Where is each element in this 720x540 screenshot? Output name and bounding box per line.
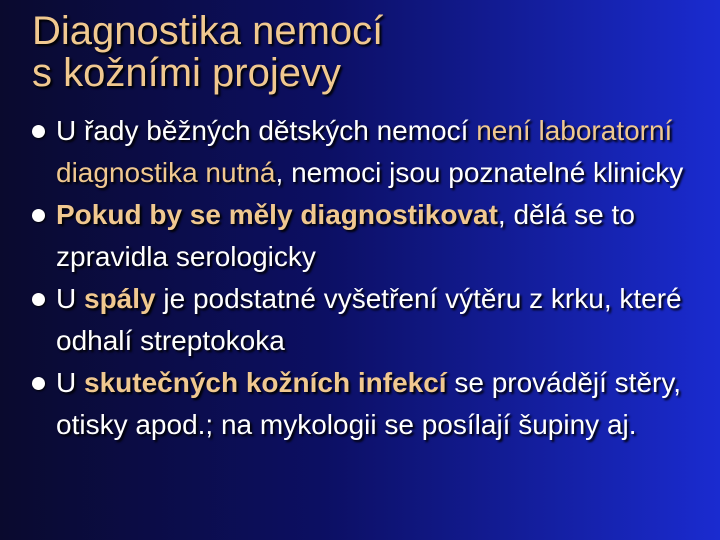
bullet-1-text: U řady běžných dětských nemocí: [56, 115, 477, 146]
bullet-item-1: [32, 110, 692, 194]
bullet-4-text: U: [56, 367, 84, 398]
bullet-dot-icon: [32, 125, 45, 138]
bullet-item-4: [32, 362, 692, 446]
bullet-4-highlight: skutečných kožních infekcí: [84, 367, 447, 398]
bullet-1-tail: , nemoci jsou poznatelné klinicky: [275, 157, 684, 188]
bullet-3-highlight: spály: [84, 283, 156, 314]
bullet-list: [32, 110, 692, 446]
bullet-dot-icon: [32, 377, 45, 390]
bullet-3-tail: je podstatné vyšetření výtěru z krku, které odhalí streptokoka: [56, 283, 682, 356]
bullet-dot-icon: [32, 209, 45, 222]
bullet-2-tail: , dělá se to zpravidla serologicky: [56, 199, 635, 272]
slide-title-line-1: Diagnostika nemocí: [32, 9, 384, 53]
bullet-item-2: [32, 194, 692, 278]
bullet-1-highlight: není laboratorní diagnostika nutná: [56, 115, 673, 188]
bullet-dot-icon: [32, 293, 45, 306]
bullet-2-highlight: Pokud by se měly diagnostikovat: [56, 199, 498, 230]
bullet-3-text: U: [56, 283, 84, 314]
slide-title: [32, 10, 692, 94]
slide-title-line-2: s kožními projevy: [32, 51, 341, 95]
bullet-item-3: [32, 278, 692, 362]
bullet-4-tail: se provádějí stěry, otisky apod.; na mykologii se posílají šupiny aj.: [56, 367, 682, 440]
